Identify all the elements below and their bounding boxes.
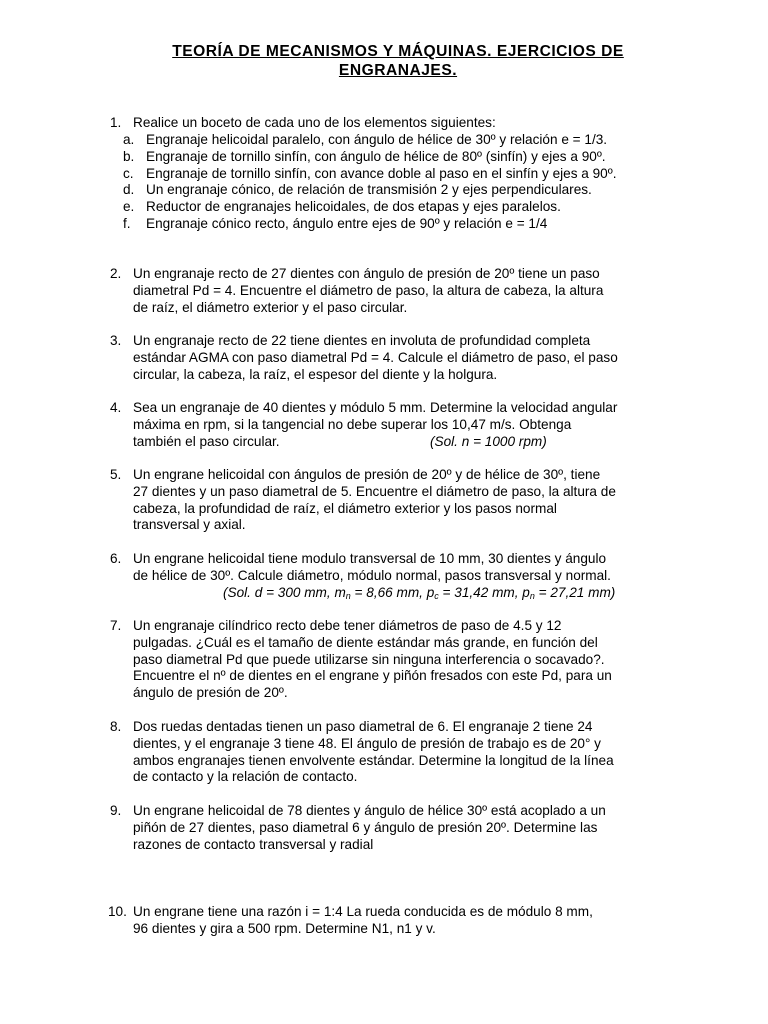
exercise-line: de raíz, el diámetro exterior y el paso circular. bbox=[133, 299, 408, 315]
exercise-text bbox=[133, 551, 693, 585]
subitem-letter: b. bbox=[123, 149, 135, 164]
title-line-1: TEORÍA DE MECANISMOS Y MÁQUINAS. EJERCICIOS DE bbox=[172, 43, 624, 60]
exercise-line: dientes, y el engranaje 3 tiene 48. El ángulo de presión de trabajo es de 20° y bbox=[133, 735, 601, 751]
exercise-line: transversal y axial. bbox=[133, 517, 246, 533]
exercise-number: 1. bbox=[110, 115, 122, 130]
subitem-letter: a. bbox=[123, 132, 135, 147]
subitem-letter: c. bbox=[123, 166, 134, 181]
exercise-line: Un engranaje recto de 22 tiene dientes en involuta de profundidad completa bbox=[133, 333, 591, 348]
exercise-line: pulgadas. ¿Cuál es el tamaño de diente estándar más grande, en función del bbox=[133, 634, 598, 650]
title-line-2: ENGRANAJES. bbox=[338, 61, 458, 79]
exercise-line: 27 dientes y un paso diametral de 5. Encuentre el diámetro de paso, la altura de bbox=[133, 483, 616, 499]
exercise-line: paso diametral Pd que puede utilizarse sin ninguna interferencia o socavado?. bbox=[133, 651, 605, 667]
page-title bbox=[100, 43, 696, 80]
exercise-number: 7. bbox=[110, 618, 122, 633]
subitem-letter: e. bbox=[123, 199, 135, 214]
exercise-number: 10. bbox=[108, 904, 127, 919]
exercise-line: Un engrane helicoidal con ángulos de presión de 20º y de hélice de 30º, tiene bbox=[133, 467, 601, 482]
exercise-line: diametral Pd = 4. Encuentre el diámetro de paso, la altura de cabeza, la altura bbox=[133, 282, 604, 298]
exercise-text bbox=[133, 266, 693, 316]
exercise-line: ángulo de presión de 20º. bbox=[133, 685, 288, 701]
exercise-line: Sea un engranaje de 40 dientes y módulo 5 mm. Determine la velocidad angular bbox=[133, 400, 618, 415]
exercise-text bbox=[133, 400, 693, 450]
exercise-line-with-solution bbox=[133, 434, 693, 451]
exercise-intro: Realice un boceto de cada uno de los elementos siguientes: bbox=[133, 115, 496, 130]
exercise-line: Dos ruedas dentadas tienen un paso diametral de 6. El engranaje 2 tiene 24 bbox=[133, 719, 593, 734]
exercise-line: Un engrane helicoidal tiene modulo transversal de 10 mm, 30 dientes y ángulo bbox=[133, 551, 607, 566]
subitem-text: Un engranaje cónico, de relación de transmisión 2 y ejes perpendiculares. bbox=[146, 182, 592, 197]
exercise-line: estándar AGMA con paso diametral Pd = 4. Calcule el diámetro de paso, el paso bbox=[133, 349, 618, 365]
subitem-letter: d. bbox=[123, 182, 135, 197]
subitem-text: Engranaje de tornillo sinfín, con avance doble al paso en el sinfín y ejes a 90º. bbox=[146, 166, 617, 181]
subitem-text: Reductor de engranajes helicoidales, de dos etapas y ejes paralelos. bbox=[146, 199, 561, 214]
subitem-text: Engranaje de tornillo sinfín, con ángulo de hélice de 80º (sinfín) y ejes a 90º. bbox=[146, 149, 606, 164]
exercise-line: ambos engranajes tienen envolvente estándar. Determine la longitud de la línea bbox=[133, 752, 614, 768]
subitem-letter: f. bbox=[123, 216, 131, 231]
solution: (Sol. d = 300 mm, $m_n = 8,66$ mm, $p_c = 31,42$ mm, $p_n = 27,21$ mm) bbox=[223, 585, 616, 601]
exercise-number: 5. bbox=[110, 467, 122, 482]
exercise-line: Un engrane helicoidal de 78 dientes y ángulo de hélice 30º está acoplado a un bbox=[133, 803, 606, 818]
exercise-line: de contacto y la relación de contacto. bbox=[133, 769, 358, 785]
exercise-line: razones de contacto transversal y radial bbox=[133, 836, 374, 852]
exercise-line: de hélice de 30º. Calcule diámetro, módulo normal, pasos transversal y normal. bbox=[133, 567, 611, 583]
exercise-number: 3. bbox=[110, 333, 122, 348]
exercise-line: también el paso circular. bbox=[133, 433, 280, 449]
exercise-number: 6. bbox=[110, 551, 122, 566]
exercise-line: circular, la cabeza, la raíz, el espesor del diente y la holgura. bbox=[133, 366, 498, 382]
exercise-number: 9. bbox=[110, 803, 122, 818]
exercise-line: piñón de 27 dientes, paso diametral 6 y ángulo de presión 20º. Determine las bbox=[133, 819, 598, 835]
exercise-text bbox=[133, 719, 693, 786]
exercise-number: 4. bbox=[110, 400, 122, 415]
exercise-line: máxima en rpm, si la tangencial no debe superar los 10,47 m/s. Obtenga bbox=[133, 416, 572, 432]
exercise-text bbox=[133, 803, 693, 853]
exercise-text bbox=[133, 618, 693, 702]
exercise-line: 96 dientes y gira a 500 rpm. Determine N1, n1 y v. bbox=[133, 920, 436, 936]
subitem-text: Engranaje helicoidal paralelo, con ángulo de hélice de 30º y relación e = 1/3. bbox=[146, 132, 608, 147]
solution: (Sol. n = 1000 rpm) bbox=[430, 433, 547, 449]
exercise-number: 2. bbox=[110, 266, 122, 281]
exercise-text bbox=[133, 904, 693, 938]
exercise-text bbox=[133, 467, 693, 534]
exercise-line: cabeza, la profundidad de raíz, el diámetro exterior y los pasos normal bbox=[133, 500, 557, 516]
exercise-line: Encuentre el nº de dientes en el engrane y piñón fresados con este Pd, para un bbox=[133, 668, 612, 684]
exercise-text bbox=[133, 333, 693, 383]
exercise-line: Un engranaje cilíndrico recto debe tener diámetros de paso de 4.5 y 12 bbox=[133, 618, 562, 633]
exercise-line: Un engrane tiene una razón i = 1:4 La rueda conducida es de módulo 8 mm, bbox=[133, 904, 593, 919]
exercise-line: Un engranaje recto de 27 dientes con ángulo de presión de 20º tiene un paso bbox=[133, 266, 600, 281]
subitem-text: Engranaje cónico recto, ángulo entre ejes de 90º y relación e = 1/4 bbox=[146, 216, 548, 231]
exercise-number: 8. bbox=[110, 719, 122, 734]
